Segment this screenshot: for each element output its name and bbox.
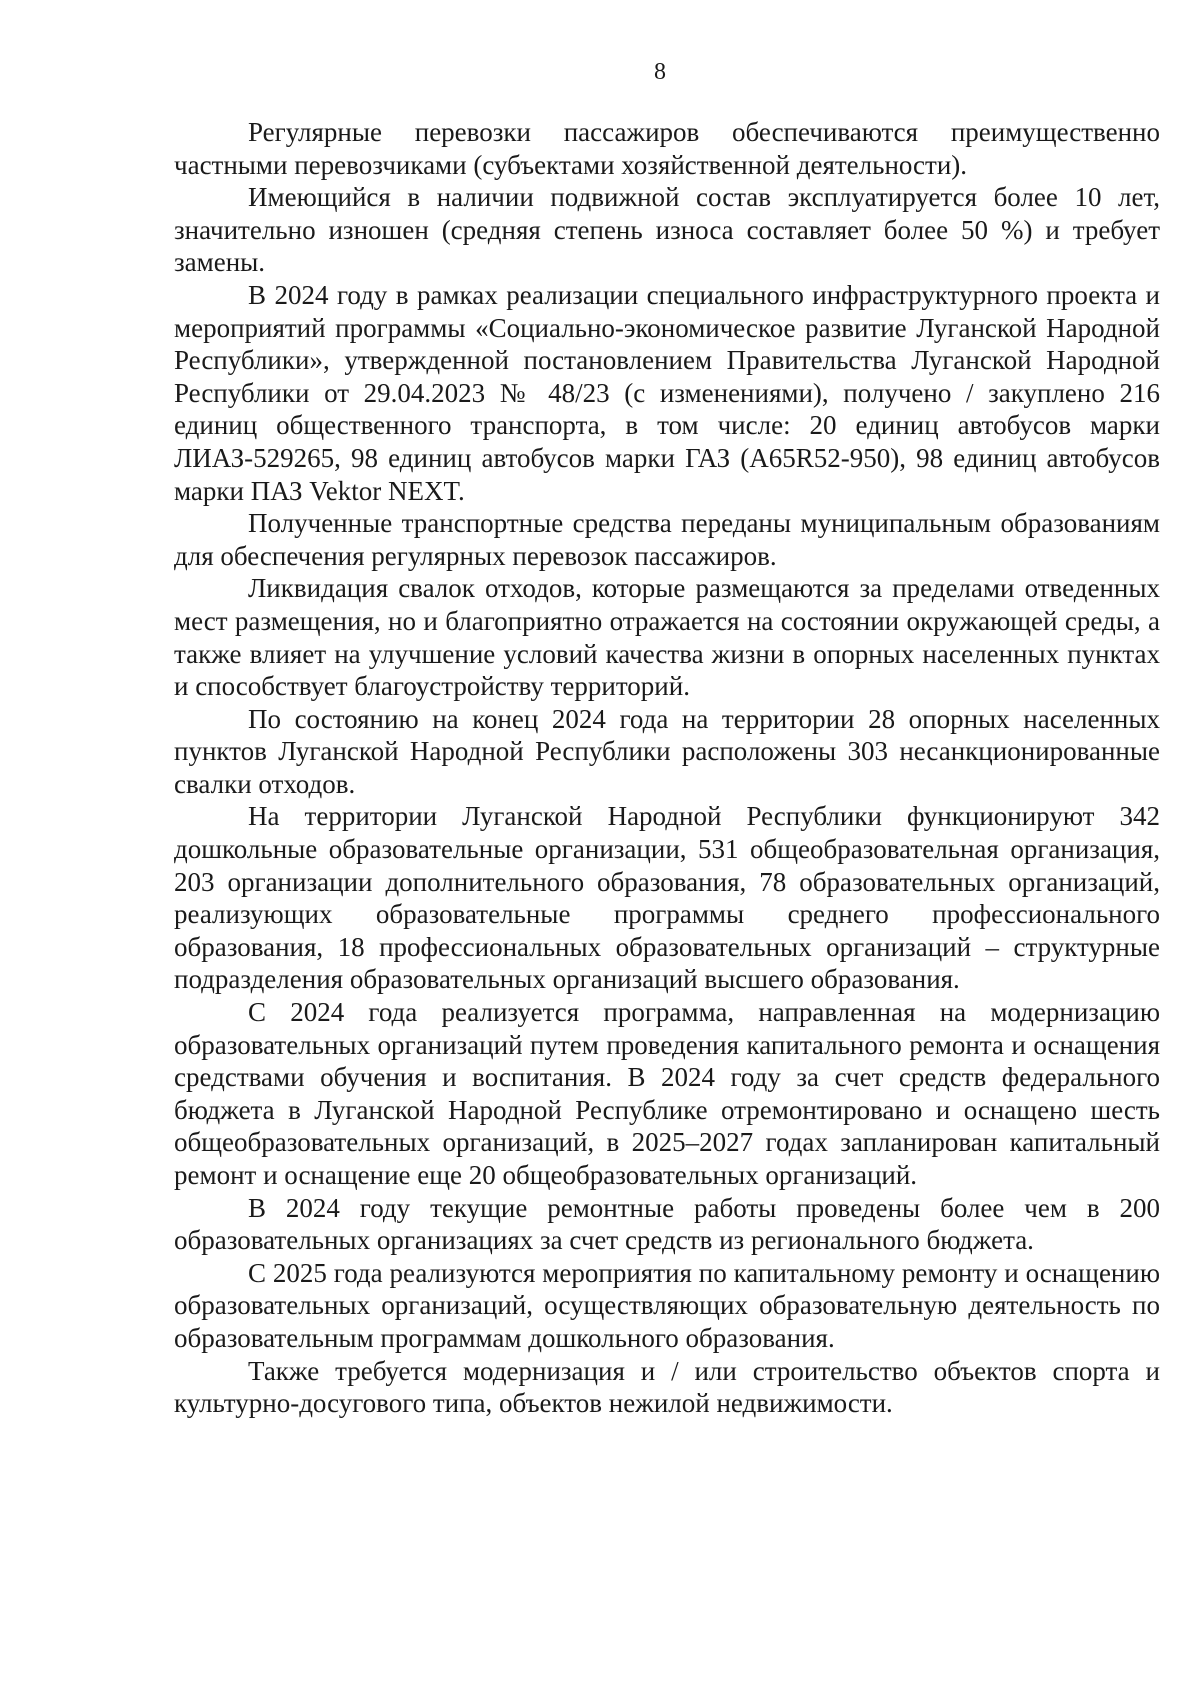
paragraph-educational-organizations: На территории Луганской Народной Республики функционируют 342 дошкольные образовательные организации, 531 общеобразовательная организация, 203 организации дополнительного образования, 78 образовательных организаций, реализующих образовательные программы среднего профессионального образования, 18 профессиональных образовательных организаций – структурные подразделения образовательных организаций высшего образования. [174, 801, 1160, 995]
paragraph-sports-culture-facilities: Также требуется модернизация и / или строительство объектов спорта и культурно-досугового типа, объектов нежилой недвижимости. [174, 1355, 1160, 1419]
paragraph-rolling-stock-wear: Имеющийся в наличии подвижной состав эксплуатируется более 10 лет, значительно изношен (средняя степень износа составляет более 50 %) и требует замены. [174, 182, 1160, 278]
document-body [174, 116, 1160, 1420]
paragraph-current-repairs: В 2024 году текущие ремонтные работы проведены более чем в 200 образовательных организациях за счет средств из регионального бюджета. [174, 1192, 1160, 1256]
paragraph-modernization-program: С 2024 года реализуется программа, направленная на модернизацию образовательных организаций путем проведения капитального ремонта и оснащения средствами обучения и воспитания. В 2024 году за счет средств федерального бюджета в Луганской Народной Республике отремонтировано и оснащено шесть общеобразовательных организаций, в 2025–2027 годах запланирован капитальный ремонт и оснащение еще 20 общеобразовательных организаций. [174, 997, 1160, 1190]
paragraph-preschool-renovation: С 2025 года реализуются мероприятия по капитальному ремонту и оснащению образовательных организаций, осуществляющих образовательную деятельность по образовательным программам дошкольного образования. [174, 1257, 1160, 1353]
page-number: 8 [654, 59, 666, 85]
paragraph-transport-procurement: В 2024 году в рамках реализации специального инфраструктурного проекта и мероприятий программы «Социально-экономическое развитие Луганской Народной Республики», утвержденной постановлением Правительства Луганской Народной Республики от 29.04.2023 № 48/23 (с изменениями), получено / закуплено 216 единиц общественного транспорта, в том числе: 20 единиц автобусов марки ЛИАЗ-529265, 98 единиц автобусов марки ГАЗ (A65R52-950), 98 единиц автобусов марки ПАЗ Vektor NEXT. [174, 279, 1160, 506]
paragraph-waste-dump-liquidation: Ликвидация свалок отходов, которые размещаются за пределами отведенных мест размещения, но и благоприятно отражается на состоянии окружающей среды, а также влияет на улучшение условий качества жизни в опорных населенных пунктах и способствует благоустройству территорий. [174, 573, 1160, 702]
paragraph-private-carriers: Регулярные перевозки пассажиров обеспечиваются преимущественно частными перевозчиками (субъектами хозяйственной деятельности). [174, 117, 1160, 180]
paragraph-unauthorized-dumps: По состоянию на конец 2024 года на территории 28 опорных населенных пунктов Луганской Народной Республики расположены 303 несанкционированные свалки отходов. [174, 703, 1160, 799]
paragraph-vehicles-transferred: Полученные транспортные средства переданы муниципальным образованиям для обеспечения регулярных перевозок пассажиров. [174, 508, 1160, 571]
